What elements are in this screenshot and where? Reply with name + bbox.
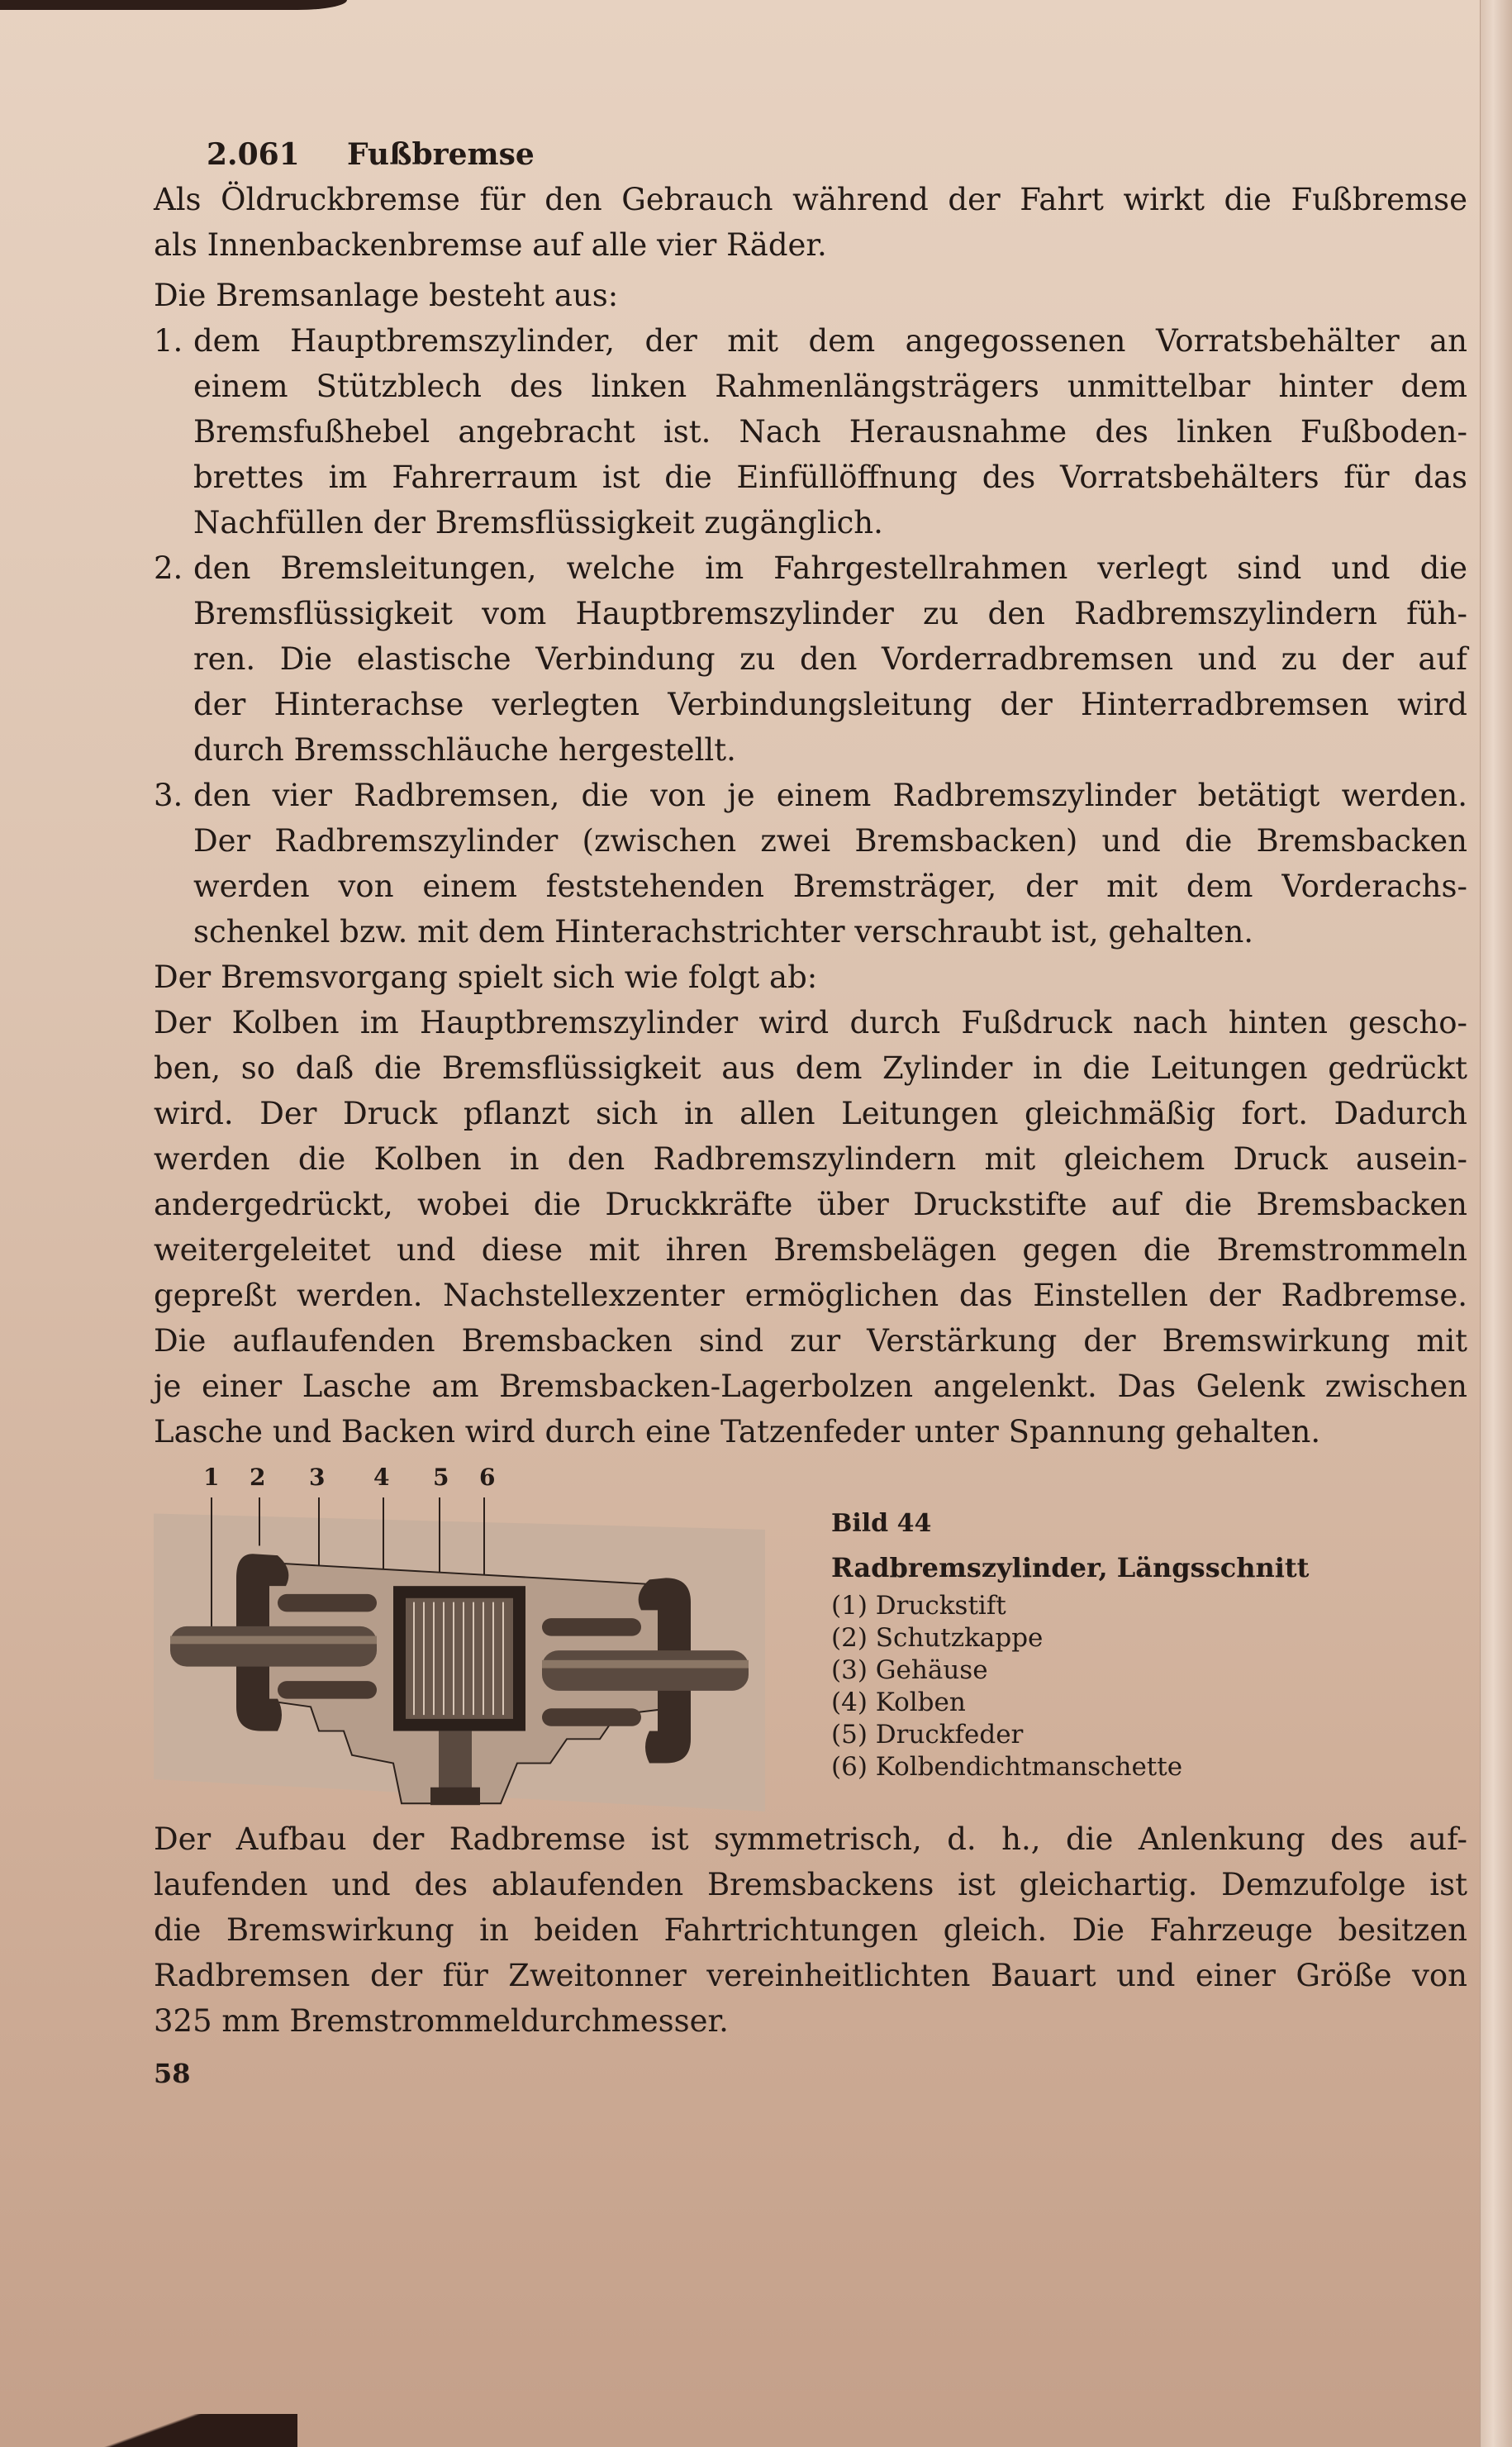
text-line: je einer Lasche am Bremsbacken-Lagerbolzen angelenkt. Das Gelenk zwischen xyxy=(154,1369,1467,1404)
text-line: Bremsflüssigkeit vom Hauptbremszylinder zu den Radbremszylindern füh- xyxy=(193,596,1467,631)
text-line: Bremsfußhebel angebracht ist. Nach Herausnahme des linken Fußboden- xyxy=(193,414,1467,450)
callout-label: 6 xyxy=(479,1464,496,1491)
text-line: werden die Kolben in den Radbremszylindern mit gleichem Druck ausein- xyxy=(154,1141,1467,1177)
text-line: ren. Die elastische Verbindung zu den Vorderradbremsen und zu der auf xyxy=(193,641,1467,677)
callout-label: 1 xyxy=(203,1464,220,1491)
process-intro: Der Bremsvorgang spielt sich wie folgt ab: xyxy=(154,959,818,995)
process-paragraph xyxy=(154,1000,1467,1454)
text-line: den Bremsleitungen, welche im Fahrgestellrahmen verlegt sind und die xyxy=(193,550,1467,586)
wheel-cylinder-drawing xyxy=(154,1497,765,1811)
figure-callouts xyxy=(203,1461,550,1494)
callout-label: 2 xyxy=(250,1464,266,1491)
list-item xyxy=(154,318,1467,545)
text-line: Der Radbremszylinder (zwischen zwei Bremsbacken) und die Bremsbacken xyxy=(193,823,1467,859)
text-block xyxy=(154,0,1467,2092)
list-number: 1. xyxy=(154,323,183,359)
text-line: Die auflaufenden Bremsbacken sind zur Verstärkung der Bremswirkung mit xyxy=(154,1323,1467,1359)
section-number: 2.061 xyxy=(207,137,300,172)
legend-item: (6) Kolbendichtmanschette xyxy=(831,1752,1183,1782)
page-number: 58 xyxy=(154,2058,191,2089)
legend-item: (1) Druckstift xyxy=(831,1591,1006,1621)
figure-caption xyxy=(831,1507,1309,1783)
text-line: wird. Der Druck pflanzt sich in allen Leitungen gleichmäßig fort. Dadurch xyxy=(154,1096,1467,1131)
text-line: Als Öldruckbremse für den Gebrauch während der Fahrt wirkt die Fußbremse xyxy=(154,182,1467,217)
text-line: Lasche und Backen wird durch eine Tatzenfeder unter Spannung gehalten. xyxy=(154,1414,1321,1450)
legend-item: (5) Druckfeder xyxy=(831,1720,1024,1750)
right-push-rod xyxy=(542,1650,749,1691)
section-title: Fußbremse xyxy=(347,137,535,172)
list-item xyxy=(154,545,1467,773)
legend-item: (3) Gehäuse xyxy=(831,1655,988,1685)
list-number: 2. xyxy=(154,550,183,586)
text-line: Nachfüllen der Bremsflüssigkeit zugänglich. xyxy=(193,505,883,540)
figure-legend xyxy=(831,1590,1309,1783)
intro-paragraph xyxy=(154,177,1467,268)
text-line: der Hinterachse verlegten Verbindungsleitung der Hinterradbremsen wird xyxy=(193,687,1467,722)
figure-label: Bild 44 xyxy=(831,1509,932,1538)
text-line: werden von einem feststehenden Bremsträger, der mit dem Vorderachs- xyxy=(193,869,1467,904)
text-line: durch Bremsschläuche hergestellt. xyxy=(193,732,736,768)
text-line: brettes im Fahrerraum ist die Einfüllöffnung des Vorratsbehälters für das xyxy=(193,459,1467,495)
components-intro: Die Bremsanlage besteht aus: xyxy=(154,278,619,313)
text-line: Der Kolben im Hauptbremszylinder wird durch Fußdruck nach hinten gescho- xyxy=(154,1005,1467,1040)
left-push-rod xyxy=(170,1626,377,1667)
text-line: gepreßt werden. Nachstellexzenter ermöglichen das Einstellen der Radbremse. xyxy=(154,1278,1467,1313)
list-number: 3. xyxy=(154,778,183,813)
legend-item: (2) Schutzkappe xyxy=(831,1623,1044,1653)
legend-item: (4) Kolben xyxy=(831,1688,966,1717)
text-line: einem Stützblech des linken Rahmenlängsträgers unmittelbar hinter dem xyxy=(193,369,1467,404)
book-gutter xyxy=(1480,0,1512,2447)
text-line: den vier Radbremsen, die von je einem Radbremszylinder betätigt werden. xyxy=(193,778,1467,813)
text-line: andergedrückt, wobei die Druckkräfte über Druckstifte auf die Bremsbacken xyxy=(154,1187,1467,1222)
text-line: als Innenbackenbremse auf alle vier Räder. xyxy=(154,227,827,263)
figure-title: Radbremszylinder, Längsschnitt xyxy=(831,1552,1310,1583)
text-line: Radbremsen der für Zweitonner vereinheitlichten Bauart und einer Größe von xyxy=(154,1958,1467,1993)
page-shadow-bottom xyxy=(0,2414,297,2447)
callout-label: 5 xyxy=(433,1464,449,1491)
text-line: 325 mm Bremstrommeldurchmesser. xyxy=(154,2003,729,2039)
text-line: schenkel bzw. mit dem Hinterachstrichter verschraubt ist, gehalten. xyxy=(193,914,1254,950)
closing-paragraph xyxy=(154,1816,1467,2044)
list-item xyxy=(154,773,1467,955)
section-heading xyxy=(154,132,1467,177)
text-line: dem Hauptbremszylinder, der mit dem angegossenen Vorratsbehälter an xyxy=(193,323,1467,359)
text-line: Der Aufbau der Radbremse ist symmetrisch, d. h., die Anlenkung des auf- xyxy=(154,1821,1467,1857)
figure-44 xyxy=(154,1461,1467,1816)
text-line: weitergeleitet und diese mit ihren Bremsbelägen gegen die Bremstrommeln xyxy=(154,1232,1467,1268)
text-line: laufenden und des ablaufenden Bremsbackens ist gleichartig. Demzufolge ist xyxy=(154,1867,1467,1902)
text-line: ben, so daß die Bremsflüssigkeit aus dem Zylinder in die Leitungen gedrückt xyxy=(154,1050,1467,1086)
callout-label: 4 xyxy=(373,1464,390,1491)
callout-label: 3 xyxy=(309,1464,326,1491)
components-list xyxy=(154,318,1467,955)
text-line: die Bremswirkung in beiden Fahrtrichtungen gleich. Die Fahrzeuge besitzen xyxy=(154,1912,1467,1948)
